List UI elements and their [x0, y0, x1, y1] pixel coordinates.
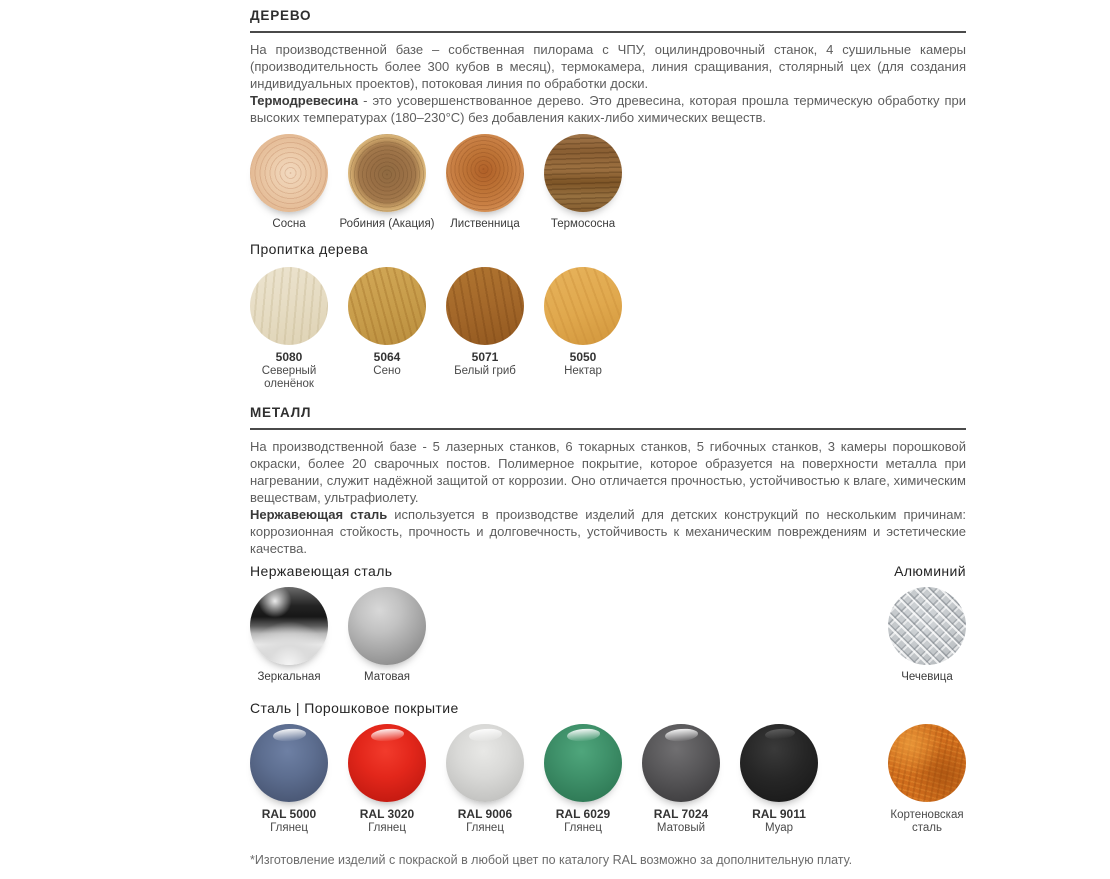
impregnation-5064-caption	[340, 351, 434, 378]
mirror-steel-label: Зеркальная	[257, 671, 321, 683]
ral-3020-code: RAL 3020	[359, 807, 415, 821]
ral-9006-sphere-image	[446, 724, 524, 802]
swatch-ral-9006	[446, 724, 524, 835]
swatch-robinia	[339, 134, 435, 231]
robinia-label: Робиния (Акация)	[339, 218, 435, 230]
corten-steel-caption	[880, 808, 974, 835]
impregnation-5071-caption	[438, 351, 532, 378]
impregnation-5050-name: Нектар	[564, 365, 602, 377]
ral-6029-finish: Глянец	[564, 822, 602, 834]
impregnation-row	[250, 267, 966, 391]
stainless-aluminum-header-row	[250, 563, 966, 579]
ral-9011-caption	[732, 808, 826, 835]
impregnation-5080-name: Северный оленёнок	[261, 365, 317, 390]
ral-7024-caption	[634, 808, 728, 835]
swatch-5080	[250, 267, 328, 391]
metal-section-title: МЕТАЛЛ	[250, 405, 966, 430]
pine-label: Сосна	[272, 218, 306, 230]
swatch-ral-6029	[544, 724, 622, 835]
ral-7024-sphere-image	[642, 724, 720, 802]
thermopine-sample-image	[544, 134, 622, 212]
ral-6029-caption	[536, 808, 630, 835]
ral-6029-code: RAL 6029	[555, 807, 611, 821]
impregnation-5080-caption	[242, 351, 336, 391]
impregnation-5050-code: 5050	[569, 350, 597, 364]
ral-9011-code: RAL 9011	[752, 807, 806, 821]
swatch-5071	[446, 267, 524, 378]
swatch-mirror-steel	[250, 587, 328, 684]
ral-9006-code: RAL 9006	[457, 807, 513, 821]
swatch-ral-9011	[740, 724, 818, 835]
swatch-pine	[250, 134, 328, 231]
robinia-sample-image	[348, 134, 426, 212]
swatch-corten-steel	[888, 724, 966, 835]
ral-3020-sphere-image	[348, 724, 426, 802]
ral-7024-finish: Матовый	[656, 822, 706, 834]
stainless-lead: Нержавеющая сталь	[250, 507, 388, 522]
swatch-ral-7024	[642, 724, 720, 835]
swatch-ral-5000	[250, 724, 328, 835]
metal-section	[250, 405, 966, 867]
powder-coating-row	[250, 724, 966, 835]
swatch-thermopine	[544, 134, 622, 231]
impregnation-5071-code: 5071	[471, 350, 499, 364]
swatch-5050	[544, 267, 622, 378]
wood-intro-paragraph: На производственной базе – собственная пилорама с ЧПУ, оцилиндровочный станок, 4 сушильные камеры (производительность более 300 кубов в месяц), термокамера, линия сращивания, столярный цех (для создания индивидуальных проектов), потоковая линия по обработки доски.	[250, 42, 966, 91]
wood-section	[250, 8, 966, 391]
impregnation-5080-image	[250, 267, 328, 345]
thermowood-paragraph	[250, 92, 966, 126]
pine-sample-image	[250, 134, 328, 212]
stainless-paragraph	[250, 506, 966, 557]
aluminum-title: Алюминий	[894, 563, 966, 579]
ral-9006-finish: Глянец	[466, 822, 504, 834]
impregnation-5064-image	[348, 267, 426, 345]
thermowood-lead: Термодревесина	[250, 93, 359, 108]
ral-6029-sphere-image	[544, 724, 622, 802]
ral-5000-caption	[242, 808, 336, 835]
wood-section-title: ДЕРЕВО	[250, 8, 966, 33]
thermopine-label: Термососна	[550, 218, 616, 230]
ral-7024-code: RAL 7024	[653, 807, 709, 821]
ral-9006-caption	[438, 808, 532, 835]
impregnation-5050-caption	[536, 351, 630, 378]
ral-5000-code: RAL 5000	[261, 807, 317, 821]
aluminum-lentil-label: Чечевица	[901, 671, 953, 683]
thermowood-text: - это усовершенствованное дерево. Это древесина, которая прошла термическую обработку при высоких температурах (180–230°С) без добавления каких-либо химических веществ.	[250, 93, 966, 125]
metal-intro-paragraph: На производственной базе - 5 лазерных станков, 6 токарных станков, 5 гибочных станков, 3 камеры порошковой окраски, более 20 сварочных постов. Полимерное покрытие, которое образуется на поверхности металла при нагревании, служит надёжной защитой от коррозии. Оно отличается прочностью, устойчивостью к влаге, химическим веществам, ультрафиолету.	[250, 439, 966, 505]
impregnation-title: Пропитка дерева	[250, 241, 369, 257]
ral-5000-finish: Глянец	[270, 822, 308, 834]
impregnation-5071-image	[446, 267, 524, 345]
stainless-text: используется в производстве изделий для детских конструкций по нескольким причинам: коррозионная стойкость, прочность и долговечность, устойчивость к механическим повреждениям и эстетические качества.	[250, 507, 967, 556]
impregnation-5064-code: 5064	[373, 350, 401, 364]
ral-footnote: *Изготовление изделий с покраской в любой цвет по каталогу RAL возможно за дополнительную плату.	[250, 853, 853, 867]
impregnation-5080-code: 5080	[275, 350, 303, 364]
corten-steel-label: Кортеновская сталь	[890, 809, 964, 834]
swatch-aluminum-lentil	[888, 587, 966, 684]
wood-species-row	[250, 134, 966, 231]
impregnation-5071-name: Белый гриб	[454, 365, 516, 377]
ral-9011-sphere-image	[740, 724, 818, 802]
swatch-matte-steel	[348, 587, 426, 684]
swatch-ral-3020	[348, 724, 426, 835]
aluminum-diamond-plate-image	[888, 587, 966, 665]
corten-steel-image	[888, 724, 966, 802]
stainless-aluminum-row	[250, 587, 966, 684]
powder-coating-title: Сталь | Порошковое покрытие	[250, 700, 459, 716]
ral-9011-finish: Муар	[764, 822, 794, 834]
stainless-title: Нержавеющая сталь	[250, 563, 393, 579]
swatch-larch	[446, 134, 524, 231]
ral-3020-finish: Глянец	[368, 822, 406, 834]
matte-steel-label: Матовая	[364, 671, 410, 683]
swatch-5064	[348, 267, 426, 378]
matte-steel-sphere-image	[348, 587, 426, 665]
larch-label: Лиственница	[450, 218, 520, 230]
larch-sample-image	[446, 134, 524, 212]
impregnation-5050-image	[544, 267, 622, 345]
mirror-steel-sphere-image	[250, 587, 328, 665]
impregnation-5064-name: Сено	[373, 365, 401, 377]
ral-3020-caption	[340, 808, 434, 835]
ral-5000-sphere-image	[250, 724, 328, 802]
